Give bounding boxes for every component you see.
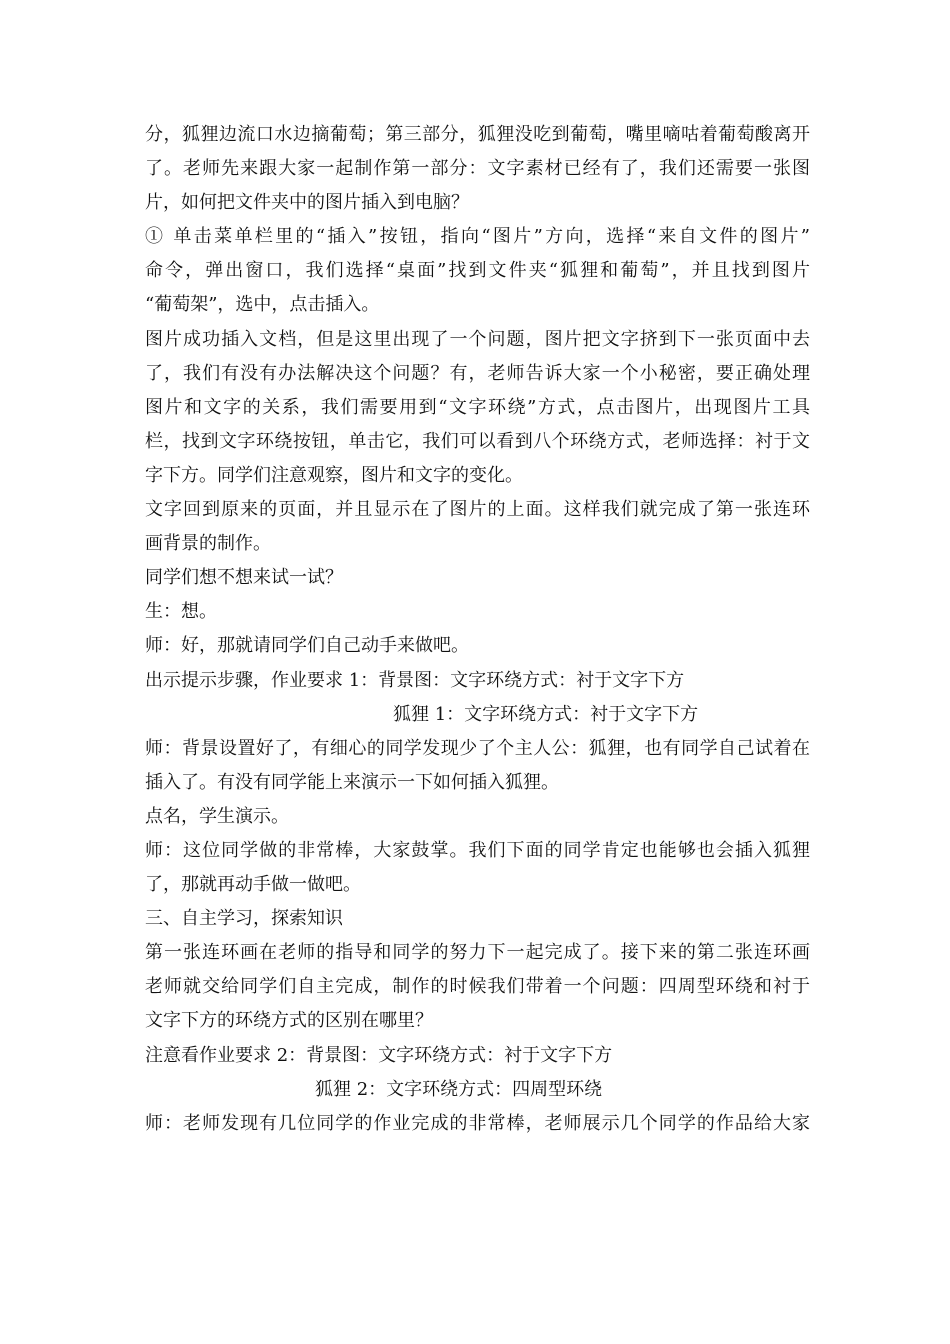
text-line: 出示提示步骤，作业要求 1：背景图：文字环绕方式：衬于文字下方 bbox=[145, 669, 685, 691]
text-line: 图片和文字的关系，我们需要用到“文字环绕”方式，点击图片，出现图片工具 bbox=[145, 396, 810, 418]
text-line: “葡萄架”，选中，点击插入。 bbox=[145, 294, 380, 316]
text-line-indented: 狐狸 2：文字环绕方式：四周型环绕 bbox=[315, 1078, 603, 1100]
text-line: 命令，弹出窗口，我们选择“桌面”找到文件夹“狐狸和葡萄”，并且找到图片 bbox=[145, 260, 810, 282]
text-line: 栏，找到文字环绕按钮，单击它，我们可以看到八个环绕方式，老师选择：衬于文 bbox=[145, 430, 810, 452]
text-line-indented: 狐狸 1：文字环绕方式：衬于文字下方 bbox=[393, 703, 699, 725]
text-line: 了。老师先来跟大家一起制作第一部分：文字素材已经有了，我们还需要一张图 bbox=[145, 158, 810, 180]
text-line: 师：背景设置好了，有细心的同学发现少了个主人公：狐狸，也有同学自己试着在 bbox=[145, 737, 810, 759]
text-line: 生：想。 bbox=[145, 601, 217, 623]
document-body bbox=[145, 118, 810, 1141]
text-line: 了，那就再动手做一做吧。 bbox=[145, 874, 361, 896]
text-line: 师：好，那就请同学们自己动手来做吧。 bbox=[145, 635, 469, 657]
text-line: 了，我们有没有办法解决这个问题？有，老师告诉大家一个小秘密，要正确处理 bbox=[145, 362, 810, 384]
text-line: 文字下方的环绕方式的区别在哪里？ bbox=[145, 1010, 433, 1032]
text-line: ① 单击菜单栏里的“插入”按钮，指向“图片”方向，选择“来自文件的图片” bbox=[145, 226, 810, 248]
text-line: 师：这位同学做的非常棒，大家鼓掌。我们下面的同学肯定也能够也会插入狐狸 bbox=[145, 839, 810, 861]
text-line: 分，狐狸边流口水边摘葡萄；第三部分，狐狸没吃到葡萄，嘴里嘀咕着葡萄酸离开 bbox=[145, 124, 810, 145]
text-line: 第一张连环画在老师的指导和同学的努力下一起完成了。接下来的第二张连环画 bbox=[145, 942, 810, 964]
section-heading: 三、自主学习，探索知识 bbox=[145, 908, 343, 930]
text-line: 同学们想不想来试一试？ bbox=[145, 567, 343, 589]
text-line: 点名，学生演示。 bbox=[145, 805, 289, 827]
text-line: 老师就交给同学们自主完成，制作的时候我们带着一个问题：四周型环绕和衬于 bbox=[145, 976, 810, 998]
text-line: 注意看作业要求 2：背景图：文字环绕方式：衬于文字下方 bbox=[145, 1044, 613, 1066]
text-line: 字下方。同学们注意观察，图片和文字的变化。 bbox=[145, 464, 523, 486]
text-line: 师：老师发现有几位同学的作业完成的非常棒，老师展示几个同学的作品给大家 bbox=[145, 1112, 810, 1134]
text-line: 插入了。有没有同学能上来演示一下如何插入狐狸。 bbox=[145, 771, 559, 793]
text-line: 文字回到原来的页面，并且显示在了图片的上面。这样我们就完成了第一张连环 bbox=[145, 499, 810, 521]
text-line: 图片成功插入文档，但是这里出现了一个问题，图片把文字挤到下一张页面中去 bbox=[145, 328, 810, 350]
text-line: 片，如何把文件夹中的图片插入到电脑？ bbox=[145, 192, 469, 214]
text-line: 画背景的制作。 bbox=[145, 533, 271, 555]
